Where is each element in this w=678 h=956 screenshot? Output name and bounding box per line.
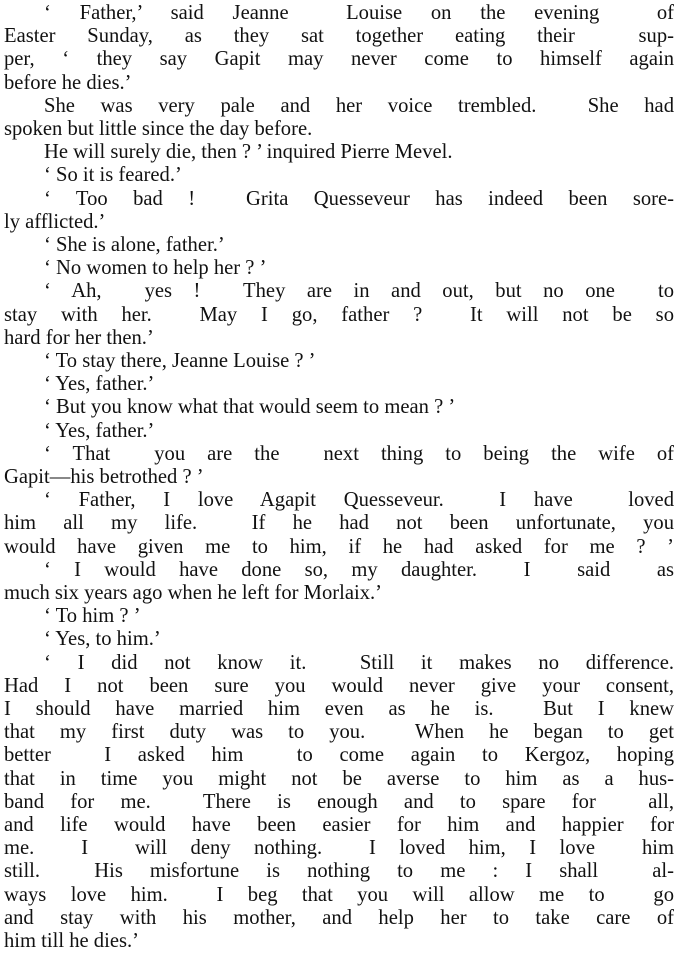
text-line: ‘ Too bad ! Grita Quesseveur has indeed been sore-: [44, 187, 674, 210]
text-line: Easter Sunday, as they sat together eating their sup-: [4, 25, 674, 48]
text-line: would have given me to him, if he had asked for me ? ’: [4, 535, 674, 558]
text-line: ‘ So it is feared.’: [44, 164, 182, 187]
text-line: and life would have been easier for him and happier for: [4, 814, 674, 836]
text-line: Had I not been sure you would never give your consent,: [4, 674, 674, 697]
text-line: per, ‘ they say Gapit may never come to himself again: [4, 48, 674, 71]
text-line: ‘ No women to help her ? ’: [44, 257, 267, 280]
text-line: ‘ Father, I love Agapit Quesseveur. I have loved: [44, 489, 674, 512]
text-line: ‘ Yes, father.’: [44, 373, 155, 396]
text-line: ‘ To stay there, Jeanne Louise ? ’: [44, 350, 316, 372]
text-line: Gapit—his betrothed ? ’: [4, 466, 204, 488]
text-line: before he dies.’: [4, 71, 132, 94]
text-line: ‘ I would have done so, my daughter. I said as: [44, 558, 674, 581]
text-line: ‘ Yes, to him.’: [44, 628, 161, 651]
text-line: hard for her then.’: [4, 326, 154, 349]
text-line: ‘ Ah, yes ! They are in and out, but no one to: [44, 280, 674, 303]
text-line: ‘ Yes, father.’: [44, 419, 155, 442]
text-line: that my first duty was to you. When he began to get: [4, 721, 674, 744]
text-line: ‘ I did not know it. Still it makes no difference.: [44, 651, 674, 674]
text-line: ‘ She is alone, father.’: [44, 234, 225, 256]
text-line: stay with her. May I go, father ? It will not be so: [4, 303, 674, 326]
text-line: still. His misfortune is nothing to me : I shall al-: [4, 860, 674, 883]
text-line: spoken but little since the day before.: [4, 118, 313, 140]
text-line: ‘ To him ? ’: [44, 605, 141, 628]
text-line: him all my life. If he had not been unfortunate, you: [4, 512, 674, 535]
text-line: ly afflicted.’: [4, 210, 106, 233]
text-line: She was very pale and her voice trembled. She had: [44, 94, 674, 117]
text-line: me. I will deny nothing. I loved him, I love him: [4, 837, 674, 860]
text-line: band for me. There is enough and to spare for all,: [4, 790, 674, 813]
text-line: ‘ Father,’ said Jeanne Louise on the evening of: [44, 2, 674, 24]
text-line: much six years ago when he left for Morlaix.’: [4, 582, 383, 604]
text-line: He will surely die, then ? ’ inquired Pierre Mevel.: [44, 141, 453, 164]
text-line: ways love him. I beg that you will allow me to go: [4, 883, 674, 906]
text-line: him till he dies.’: [4, 930, 139, 952]
text-line: ‘ That you are the next thing to being the wife of: [44, 442, 674, 465]
text-line: that in time you might not be averse to him as a hus-: [4, 767, 674, 790]
book-page: [4, 0, 674, 956]
text-line: ‘ But you know what that would seem to mean ? ’: [44, 396, 456, 419]
text-line: and stay with his mother, and help her to take care of: [4, 906, 674, 929]
text-line: I should have married him even as he is. But I knew: [4, 698, 674, 720]
text-line: better I asked him to come again to Kergoz, hoping: [4, 744, 674, 767]
